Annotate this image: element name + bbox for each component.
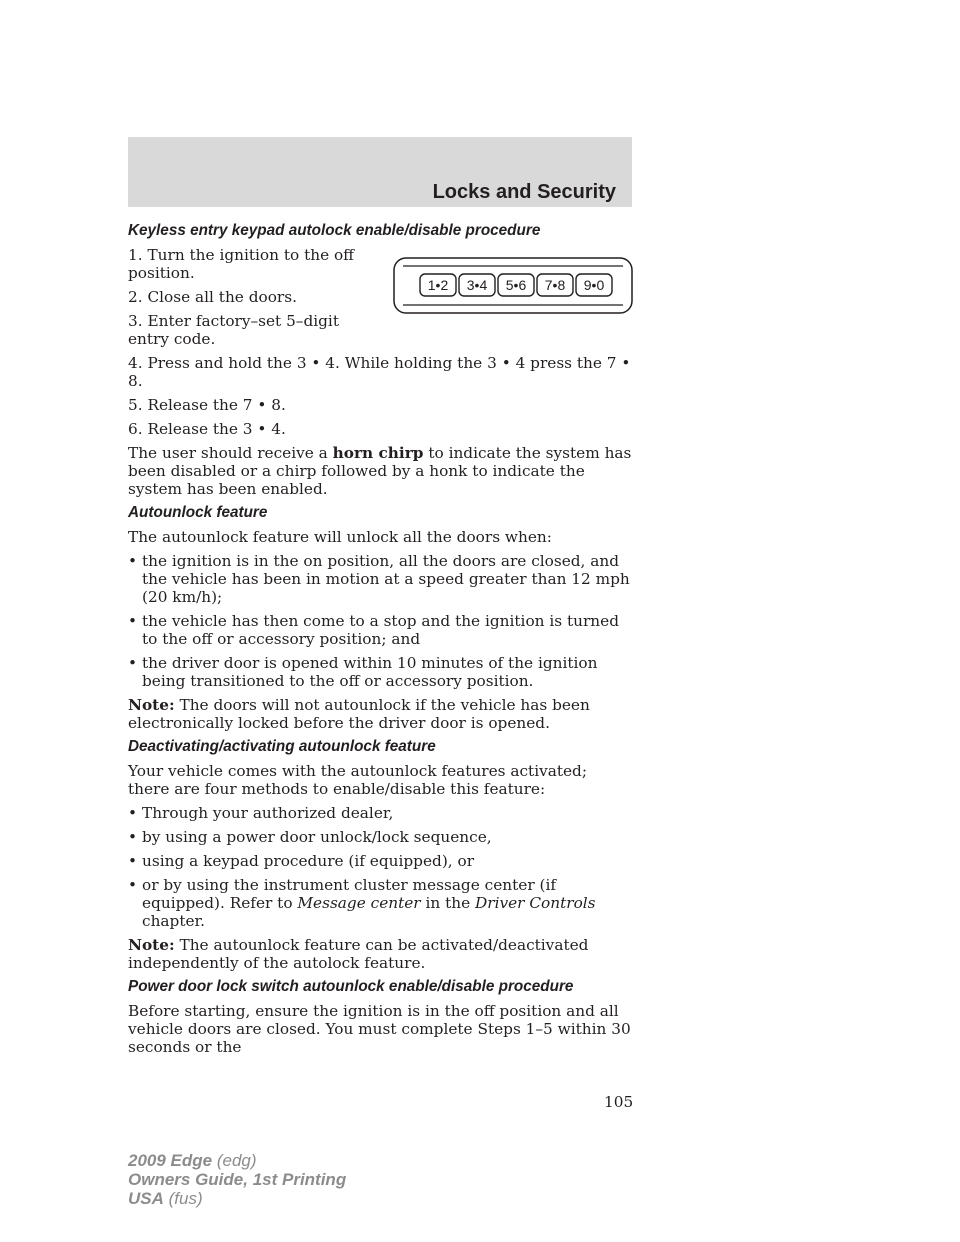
autounlock-list [128,552,632,690]
list-item: • Through your authorized dealer, [128,804,632,822]
keyless-result: The user should receive a horn chirp to indicate the system has been disabled or a chirp followed by a honk to indicate the system has been enabled. [128,444,632,498]
keypad-key-label: 9•0 [583,277,605,293]
keypad-key-label: 5•6 [505,277,527,293]
keyless-heading: Keyless entry keypad autolock enable/disable procedure [128,222,541,239]
keyless-step: 3. Enter factory–set 5–digit entry code. [128,312,339,348]
keyless-step: 6. Release the 3 • 4. [128,420,286,438]
list-item: • using a keypad procedure (if equipped), or [128,852,632,870]
keypad-key-label: 3•4 [466,277,488,293]
note-label: Note: [128,696,175,714]
deactivating-list [128,804,632,930]
autounlock-heading: Autounlock feature [128,504,268,521]
autounlock-intro: The autounlock feature will unlock all the doors when: [128,528,552,546]
keyless-step: 4. Press and hold the 3 • 4. While holding the 3 • 4 press the 7 • 8. [128,354,631,390]
horn-chirp-term: horn chirp [332,444,424,462]
list-item: • the ignition is in the on position, all the doors are closed, and the vehicle has been in motion at a speed greater than 12 mph (20 km/h); [128,552,632,606]
list-item: • the vehicle has then come to a stop and the ignition is turned to the off or accessory position; and [128,612,632,648]
page-number: 105 [604,1093,634,1111]
driver-controls-ref: Driver Controls [475,894,596,912]
power-door-text: Before starting, ensure the ignition is in the off position and all vehicle doors are closed. You must complete Steps 1–5 within 30 seconds or the [128,1002,631,1056]
keypad-key-label: 1•2 [427,277,449,293]
keyless-step: 1. Turn the ignition to the off position. [128,246,355,282]
keyless-step: 2. Close all the doors. [128,288,297,306]
deactivating-note: Note: The autounlock feature can be activated/deactivated independently of the autolock feature. [128,936,589,972]
keyless-step: 5. Release the 7 • 8. [128,396,286,414]
list-item: • by using a power door unlock/lock sequence, [128,828,632,846]
deactivating-heading: Deactivating/activating autounlock feature [128,738,436,755]
list-item: • or by using the instrument cluster message center (if equipped). Refer to Message center in the Driver Controls chapter. [128,876,632,930]
power-door-heading: Power door lock switch autounlock enable/disable procedure [128,978,574,995]
list-item: • the driver door is opened within 10 minutes of the ignition being transitioned to the off or accessory position. [128,654,632,690]
keypad-key-label: 7•8 [544,277,566,293]
section-header-band [128,137,632,207]
autounlock-note: Note: The doors will not autounlock if the vehicle has been electronically locked before the driver door is opened. [128,696,590,732]
section-title: Locks and Security [432,181,616,203]
message-center-ref: Message center [297,894,421,912]
deactivating-intro: Your vehicle comes with the autounlock features activated; there are four methods to enable/disable this feature: [128,762,588,798]
document-footer: 2009 Edge (edg) Owners Guide, 1st Printing USA (fus) [128,1151,347,1208]
page-content [128,222,632,1062]
note-label: Note: [128,936,175,954]
